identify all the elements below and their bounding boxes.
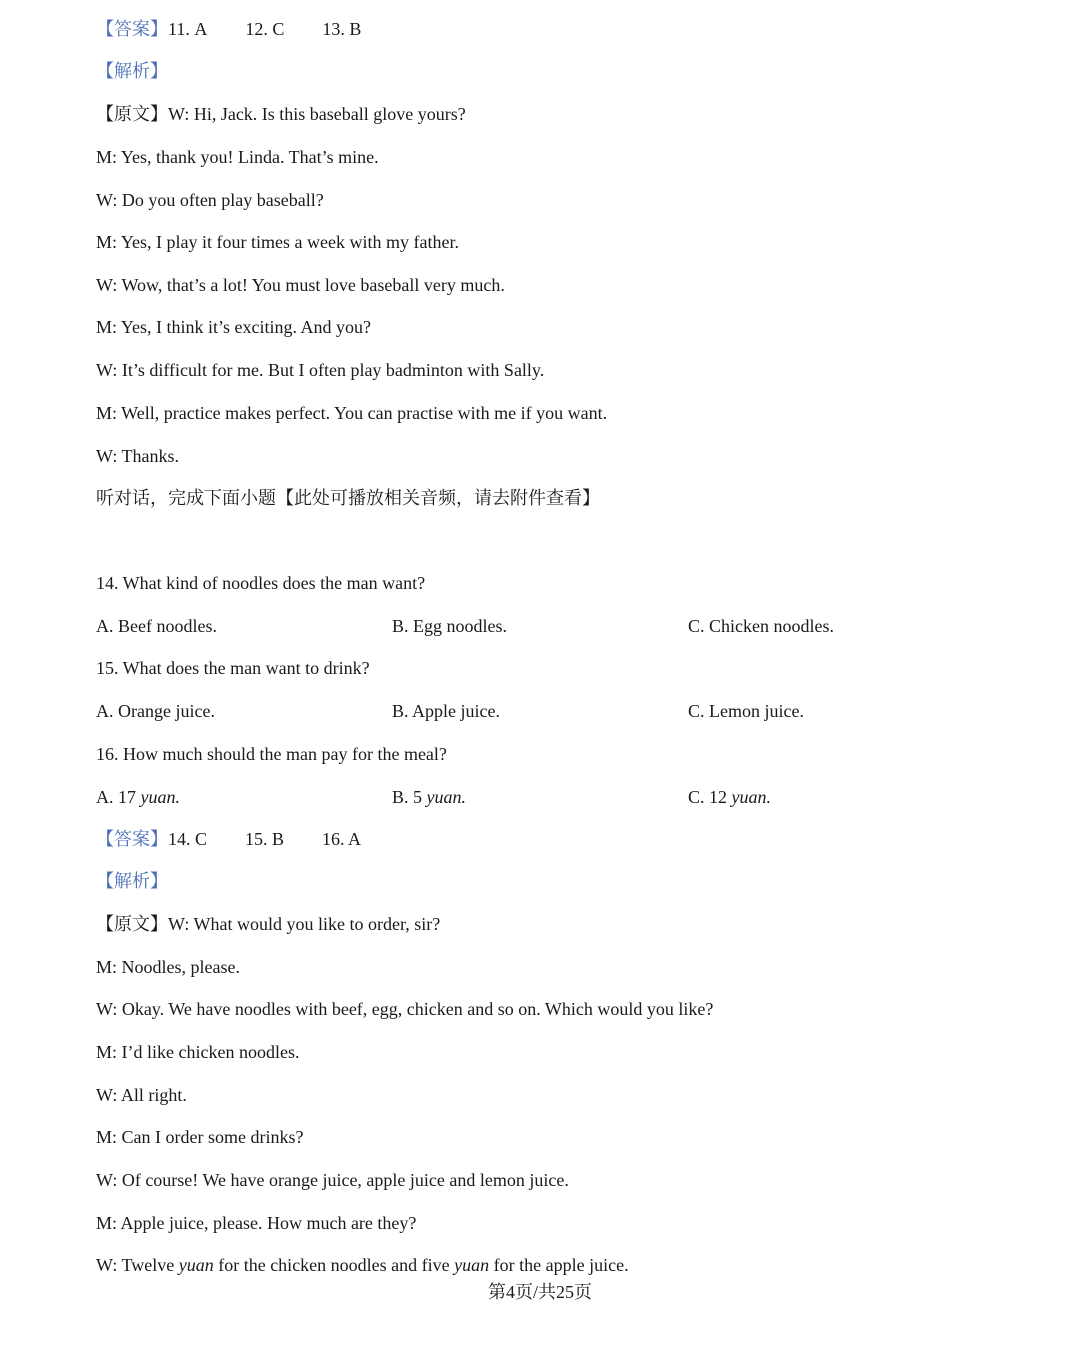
question-16: 16. How much should the man pay for the meal? xyxy=(96,744,447,764)
dialogue-line: M: Well, practice makes perfect. You can practise with me if you want. xyxy=(96,403,608,423)
answer-15: 15. B xyxy=(245,829,285,849)
analysis-label: 【解析】 xyxy=(96,61,168,81)
dialogue-line: M: Noodles, please. xyxy=(96,957,240,977)
dialogue-line: M: Yes, I think it’s exciting. And you? xyxy=(96,317,372,337)
answer-line-2 xyxy=(96,827,361,851)
dialogue-line: W: Of course! We have orange juice, apple juice and lemon juice. xyxy=(96,1170,569,1190)
option-16-b: B. 5 yuan. xyxy=(392,787,467,807)
question-14: 14. What kind of noodles does the man want? xyxy=(96,573,426,593)
option-14-b: B. Egg noodles. xyxy=(392,616,507,636)
dialogue-line: W: Twelve yuan for the chicken noodles and five yuan for the apple juice. xyxy=(96,1255,629,1275)
answer-label: 【答案】 xyxy=(96,19,168,39)
original-label: 【原文】 xyxy=(96,104,168,124)
dialogue-text: W: What would you like to order, sir? xyxy=(168,914,441,934)
listening-instruction: 听对话，完成下面小题【此处可播放相关音频，请去附件查看】 xyxy=(96,488,600,508)
dialogue-text: W: Hi, Jack. Is this baseball glove yours? xyxy=(168,104,466,124)
dialogue-line: W: Thanks. xyxy=(96,446,179,466)
option-15-c: C. Lemon juice. xyxy=(688,701,804,721)
option-16-a: A. 17 yuan. xyxy=(96,787,180,807)
dialogue-line: W: All right. xyxy=(96,1085,187,1105)
question-15: 15. What does the man want to drink? xyxy=(96,658,370,678)
dialogue-line: M: Yes, thank you! Linda. That’s mine. xyxy=(96,147,379,167)
dialogue-line: W: Do you often play baseball? xyxy=(96,190,324,210)
dialogue-line: M: I’d like chicken noodles. xyxy=(96,1042,300,1062)
dialogue-line xyxy=(96,102,466,126)
dialogue-line: W: It’s difficult for me. But I often play badminton with Sally. xyxy=(96,360,545,380)
answer-line-1 xyxy=(96,17,361,41)
original-label: 【原文】 xyxy=(96,914,168,934)
answer-13: 13. B xyxy=(322,19,362,39)
dialogue-line: M: Yes, I play it four times a week with my father. xyxy=(96,232,459,252)
option-14-a: A. Beef noodles. xyxy=(96,616,217,636)
answer-11: 11. A xyxy=(168,19,208,39)
option-15-a: A. Orange juice. xyxy=(96,701,215,721)
unit-yuan: yuan. xyxy=(140,787,180,807)
analysis-label: 【解析】 xyxy=(96,871,168,891)
dialogue-line: M: Can I order some drinks? xyxy=(96,1127,304,1147)
unit-yuan: yuan. xyxy=(426,787,467,807)
dialogue-line: W: Okay. We have noodles with beef, egg, chicken and so on. Which would you like? xyxy=(96,999,714,1019)
dialogue-line: M: Apple juice, please. How much are they? xyxy=(96,1213,417,1233)
unit-yuan: yuan. xyxy=(731,787,772,807)
option-15-b: B. Apple juice. xyxy=(392,701,500,721)
answer-16: 16. A xyxy=(322,829,362,849)
answer-12: 12. C xyxy=(245,19,285,39)
answer-14: 14. C xyxy=(168,829,208,849)
dialogue-line: W: Wow, that’s a lot! You must love baseball very much. xyxy=(96,275,505,295)
dialogue-line xyxy=(96,912,440,936)
answer-label: 【答案】 xyxy=(96,829,168,849)
option-14-c: C. Chicken noodles. xyxy=(688,616,834,636)
page-number: 第4页/共25页 xyxy=(487,1282,592,1302)
option-16-c: C. 12 yuan. xyxy=(688,787,772,807)
